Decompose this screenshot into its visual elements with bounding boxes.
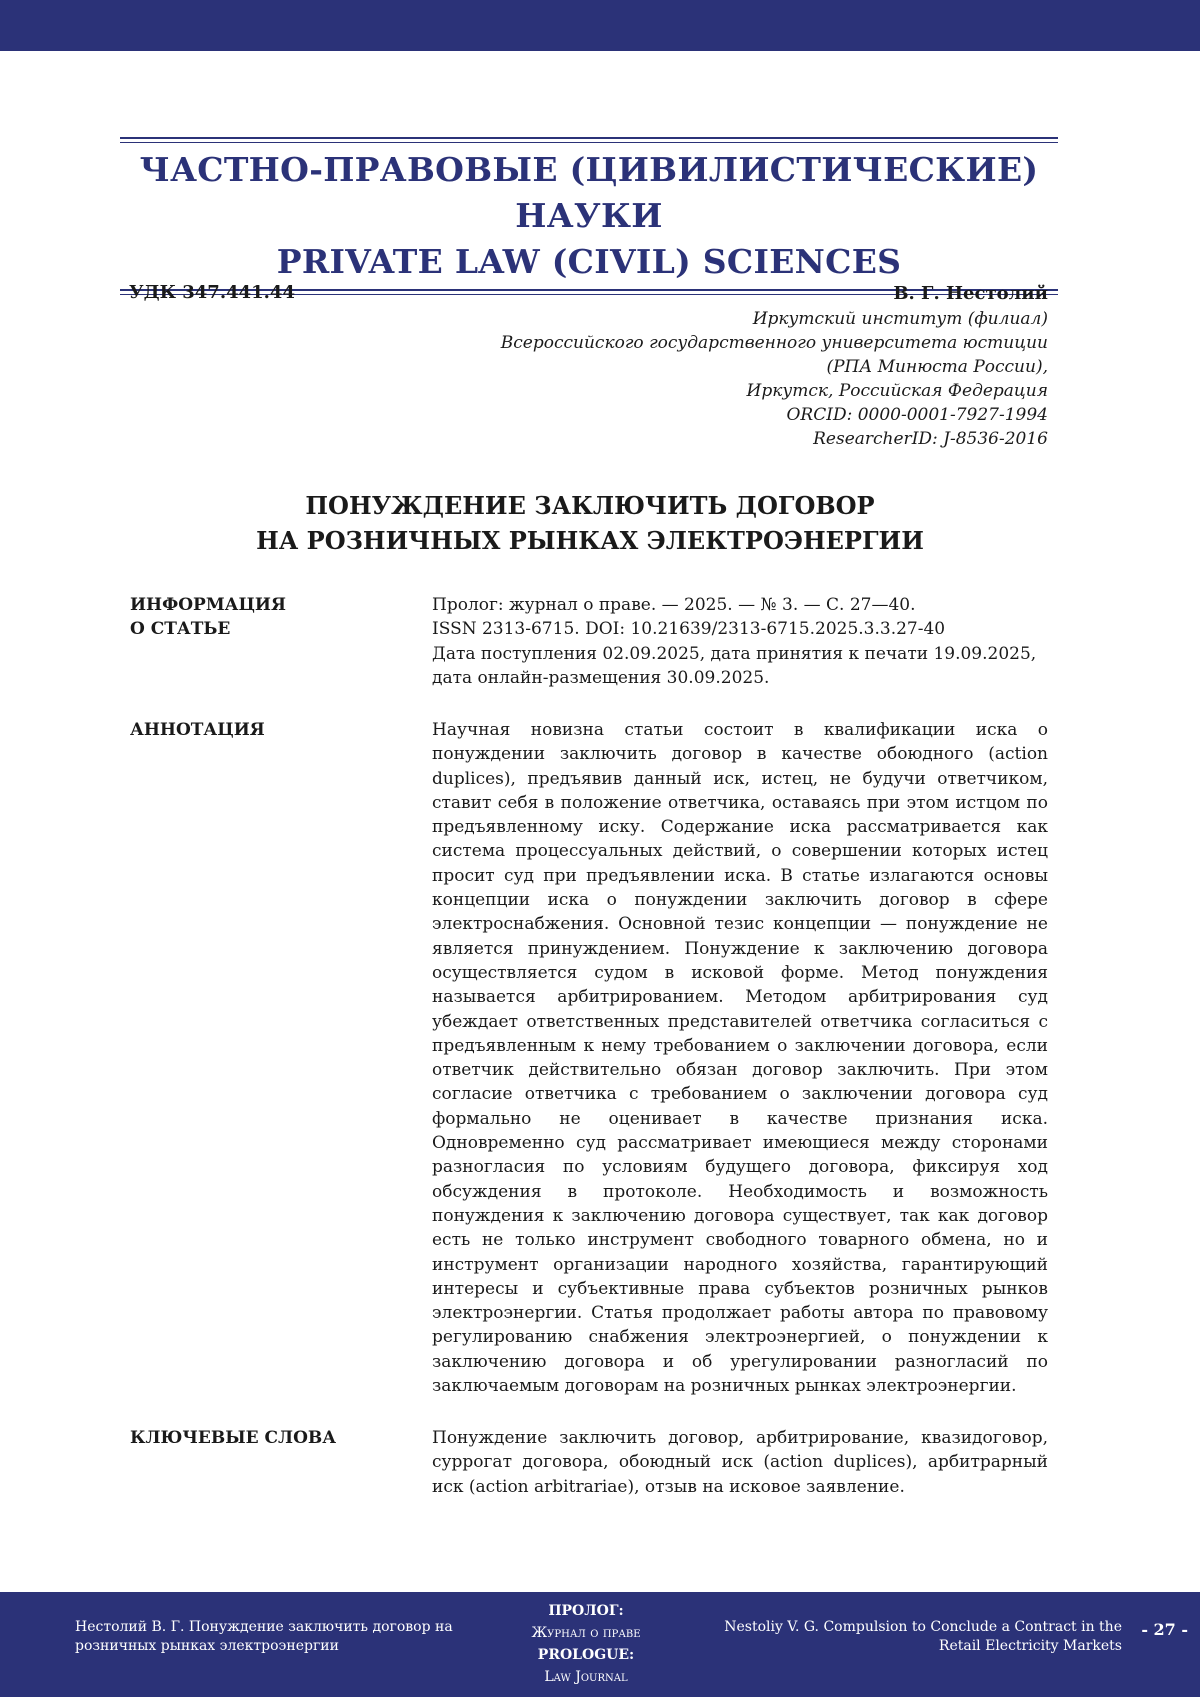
article-info-row (130, 593, 1048, 693)
section-title-en: PRIVATE LAW (CIVIL) SCIENCES (276, 242, 902, 281)
label-line: ИНФОРМАЦИЯ (130, 595, 286, 615)
affiliation-line: Всероссийского государственного университета юстиции (500, 333, 1048, 353)
keywords-label: КЛЮЧЕВЫЕ СЛОВА (130, 1428, 337, 1448)
article-info-label (130, 593, 400, 641)
dates-online: дата онлайн-размещения 30.09.2025. (432, 667, 770, 688)
annotation-label: АННОТАЦИЯ (130, 720, 265, 740)
affiliation-line: Иркутский институт (филиал) (752, 309, 1048, 329)
journal-subtitle-en: Law Journal (544, 1669, 628, 1685)
author-block (501, 282, 1048, 451)
journal-name-ru: ПРОЛОГ: (548, 1603, 624, 1619)
article-title (150, 488, 1030, 558)
footer-citation-en: Nestoliy V. G. Compulsion to Conclude a Contract in the Retail Electricity Markets (724, 1619, 1122, 1654)
article-info-content (432, 593, 1048, 690)
dates: Дата поступления 02.09.2025, дата принятия к печати 19.09.2025, (432, 643, 1037, 664)
udc-code: УДК 347.441.44 (129, 282, 295, 303)
affiliation-line: Иркутск, Российская Федерация (746, 381, 1048, 401)
orcid: ORCID: 0000-0001-7927-1994 (786, 405, 1048, 425)
top-color-bar (0, 0, 1200, 51)
citation: Пролог: журнал о праве. — 2025. — № 3. — С. 27—40. (432, 595, 916, 615)
researcher-id: ResearcherID: J-8536-2016 (813, 429, 1048, 449)
annotation-text: Научная новизна статьи состоит в квалификации иска о понуждении заключить договор в качестве обоюдного (action duplices), предъявив данный иск, истец, не будучи ответчиком, ставит себя в положение ответчика, оставаясь при этом истцом по предъявленному иску. Содержание иска рассматривается как система процессуальных действий, о совершении которых истец просит суд при предъявлении иска. В статье излагаются основы концепции иска о понуждении заключить договор в сфере электроснабжения. Основной тезис концепции — понуждение не является принуждением. Понуждение к заключению договора осуществляется судом в исковой форме. Метод понуждения называется арбитрированием. Методом арбитрирования суд убеждает ответственных представителей ответчика согласиться с предъявленным к нему требованием о заключении договора, если ответчик действительно обязан договор заключить. При этом согласие ответчика с требованием о заключении договора суд формально не оценивает в качестве признания иска. Одновременно суд рассматривает имеющиеся между сторонами разногласия по условиям будущего договора, фиксируя ход обсуждения в протоколе. Необходимость и возможность понуждения к заключению договора существует, так как договор есть не только инструмент свободного товарного обмена, но и инструмент организации народного хозяйства, гарантирующий интересы и субъективные права субъектов розничных рынков электроэнергии. Статья продолжает работы автора по правовому регулированию снабжения электроэнергией, о понуждении к заключению договора и об урегулировании разногласий по заключаемым договорам на розничных рынках электроэнергии. (432, 720, 1048, 1397)
journal-name-en: PROLOGUE: (537, 1647, 635, 1663)
page-footer (0, 1592, 1200, 1697)
annotation-row (130, 718, 1048, 1398)
section-header (120, 137, 1058, 295)
article-title-line: ПОНУЖДЕНИЕ ЗАКЛЮЧИТЬ ДОГОВОР (305, 491, 875, 520)
keywords-text: Понуждение заключить договор, арбитрирование, квазидоговор, суррогат договора, обоюдный иск (action duplices), арбитрарный иск (action arbitrariae), отзыв на исковое заявление. (432, 1428, 1048, 1497)
journal-subtitle-ru: Журнал о праве (531, 1625, 641, 1641)
issn-doi: ISSN 2313-6715. DOI: 10.21639/2313-6715.2025.3.3.27-40 (432, 619, 946, 640)
author-name: В. Г. Нестолий (893, 283, 1048, 304)
affiliation-line: (РПА Минюста России), (826, 357, 1048, 377)
keywords-row (130, 1426, 1048, 1506)
article-title-line: НА РОЗНИЧНЫХ РЫНКАХ ЭЛЕКТРОЭНЕРГИИ (256, 526, 924, 555)
section-title-ru: ЧАСТНО-ПРАВОВЫЕ (ЦИВИЛИСТИЧЕСКИЕ) НАУКИ (139, 150, 1039, 235)
footer-citation-ru: Нестолий В. Г. Понуждение заключить договор на розничных рынках электроэнергии (75, 1619, 453, 1654)
header-rule-top (120, 137, 1058, 143)
page-number: - 27 - (1141, 1620, 1188, 1639)
label-line: О СТАТЬЕ (130, 619, 231, 639)
footer-journal (486, 1600, 686, 1688)
